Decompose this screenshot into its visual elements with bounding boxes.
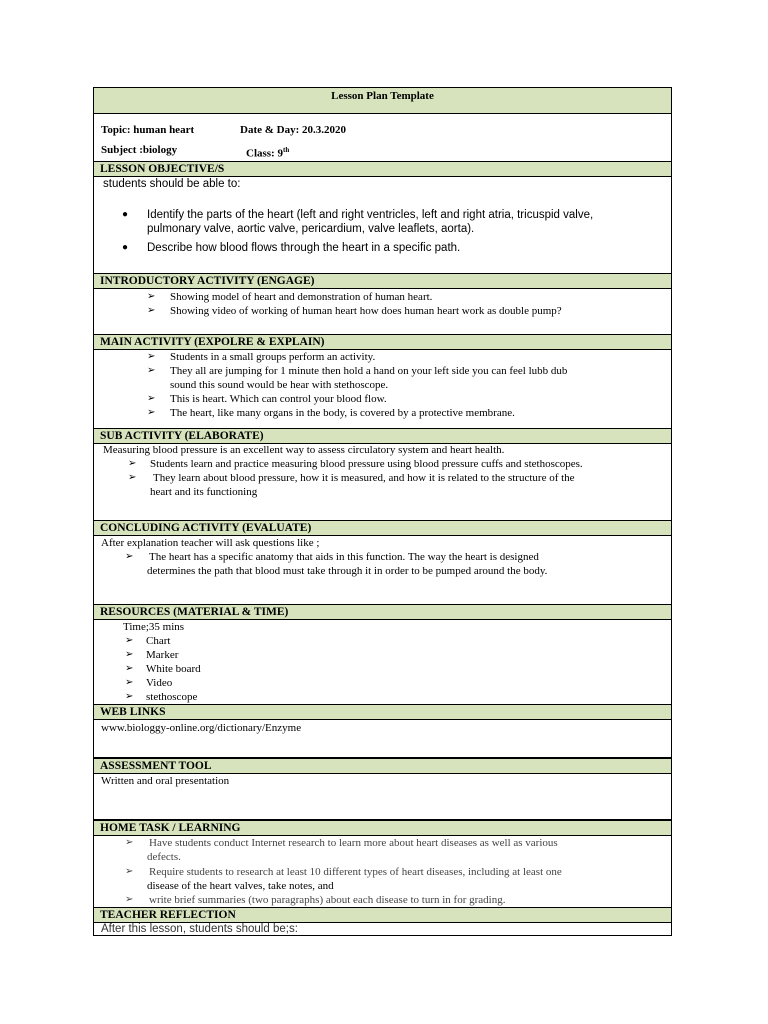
arrow-bullet-icon: ➢ — [125, 866, 134, 877]
home-task-item: write brief summaries (two paragraphs) about each disease to turn in for grading. — [149, 894, 506, 906]
sub-item: Students learn and practice measuring blood pressure using blood pressure cuffs and stethoscopes. — [150, 458, 583, 470]
objectives-intro: students should be able to: — [103, 178, 241, 190]
objective-item: pulmonary valve, aortic valve, pericardium, valve leaflets, aorta). — [147, 223, 475, 235]
arrow-bullet-icon: ➢ — [125, 691, 134, 702]
concluding-heading: CONCLUDING ACTIVITY (EVALUATE) — [94, 520, 671, 536]
arrow-bullet-icon: ➢ — [147, 291, 156, 302]
arrow-bullet-icon: ➢ — [128, 472, 137, 483]
objectives-heading: LESSON OBJECTIVE/S — [94, 161, 671, 177]
resource-item: stethoscope — [146, 691, 198, 703]
bullet-icon: ● — [122, 209, 129, 220]
sub-item: They learn about blood pressure, how it is measured, and how it is related to the structure of the — [153, 472, 575, 484]
lesson-plan-table — [93, 87, 672, 936]
arrow-bullet-icon: ➢ — [128, 458, 137, 469]
sub-activity-intro: Measuring blood pressure is an excellent way to assess circulatory system and heart health. — [103, 444, 505, 456]
main-activity-heading: MAIN ACTIVITY (EXPOLRE & EXPLAIN) — [94, 334, 671, 350]
intro-item: Showing video of working of human heart how does human heart work as double pump? — [170, 305, 562, 317]
home-task-item: defects. — [147, 851, 181, 863]
arrow-bullet-icon: ➢ — [147, 393, 156, 404]
resource-item: Video — [146, 677, 173, 689]
home-task-item: Have students conduct Internet research to learn more about heart diseases as well as various — [149, 837, 558, 849]
arrow-bullet-icon: ➢ — [147, 365, 156, 376]
assessment-heading: ASSESSMENT TOOL — [94, 758, 671, 774]
web-link[interactable]: www.biologgy-online.org/dictionary/Enzyme — [101, 722, 302, 734]
subject-field: Subject :biology — [101, 144, 178, 156]
home-task-item: Require students to research at least 10 different types of heart diseases, including at least one — [149, 866, 562, 878]
main-item: Students in a small groups perform an activity. — [170, 351, 376, 363]
home-task-heading: HOME TASK / LEARNING — [94, 820, 671, 836]
web-links-heading: WEB LINKS — [94, 704, 671, 720]
date-field: Date & Day: 20.3.2020 — [240, 124, 347, 136]
resource-item: White board — [146, 663, 201, 675]
objective-item: Identify the parts of the heart (left and right ventricles, left and right atria, tricuspid valve, — [147, 209, 594, 221]
bullet-icon: ● — [122, 242, 129, 253]
home-task-item: disease of the heart valves, take notes, and — [147, 880, 334, 892]
reflection-heading: TEACHER REFLECTION — [94, 907, 671, 923]
arrow-bullet-icon: ➢ — [125, 649, 134, 660]
arrow-bullet-icon: ➢ — [125, 837, 134, 848]
resources-heading: RESOURCES (MATERIAL & TIME) — [94, 604, 671, 620]
resources-time: Time;35 mins — [123, 621, 185, 633]
concluding-item: The heart has a specific anatomy that aids in this function. The way the heart is designed — [149, 551, 539, 563]
document-title: Lesson Plan Template — [94, 88, 671, 114]
resource-item: Marker — [146, 649, 179, 661]
arrow-bullet-icon: ➢ — [125, 663, 134, 674]
concluding-item: determines the path that blood must take through it in order to be pumped around the body. — [147, 565, 548, 577]
arrow-bullet-icon: ➢ — [125, 635, 134, 646]
main-item: They all are jumping for 1 minute then hold a hand on your left side you can feel lubb dub — [170, 365, 568, 377]
class-field: Class: 9th — [246, 146, 290, 160]
reflection-text: After this lesson, students should be;s: — [101, 923, 298, 935]
intro-item: Showing model of heart and demonstration of human heart. — [170, 291, 433, 303]
sub-item: heart and its functioning — [150, 486, 258, 498]
sub-activity-heading: SUB ACTIVITY (ELABORATE) — [94, 428, 671, 444]
assessment-text: Written and oral presentation — [101, 775, 230, 787]
arrow-bullet-icon: ➢ — [147, 407, 156, 418]
arrow-bullet-icon: ➢ — [125, 894, 134, 905]
arrow-bullet-icon: ➢ — [147, 351, 156, 362]
objective-item: Describe how blood flows through the heart in a specific path. — [147, 242, 461, 254]
arrow-bullet-icon: ➢ — [147, 305, 156, 316]
resource-item: Chart — [146, 635, 171, 647]
main-item: The heart, like many organs in the body, is covered by a protective membrane. — [170, 407, 515, 419]
main-item: This is heart. Which can control your blood flow. — [170, 393, 387, 405]
arrow-bullet-icon: ➢ — [125, 677, 134, 688]
arrow-bullet-icon: ➢ — [125, 551, 134, 562]
intro-activity-heading: INTRODUCTORY ACTIVITY (ENGAGE) — [94, 273, 671, 289]
main-item: sound this sound would be hear with stethoscope. — [170, 379, 389, 391]
topic-field: Topic: human heart — [101, 124, 195, 136]
concluding-intro: After explanation teacher will ask questions like ; — [101, 537, 320, 549]
